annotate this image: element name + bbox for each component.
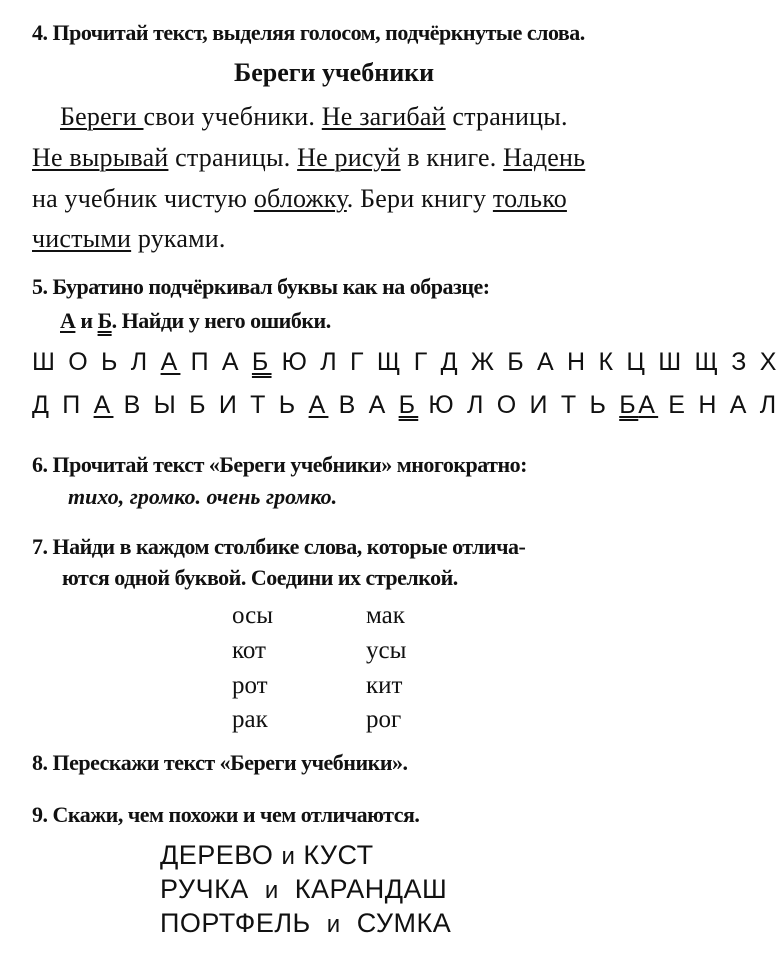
letters-plain: П А xyxy=(180,348,252,376)
double-underlined-letter-b: Б xyxy=(619,391,639,419)
letters-plain: Е Н А Л xyxy=(658,391,780,419)
story-line-3 xyxy=(32,186,567,212)
letters-plain: Ю Л О И Т Ь xyxy=(418,391,620,419)
double-underlined-letter-b: Б xyxy=(398,391,419,419)
letters-row-2 xyxy=(32,393,779,418)
compare-pair-2 xyxy=(160,876,447,903)
compare-pair-1 xyxy=(160,842,374,869)
task5-sample xyxy=(60,310,331,332)
story-text: . Бери книгу xyxy=(346,184,493,213)
underlined-word: Не рисуй xyxy=(297,143,401,172)
story-line-4 xyxy=(32,226,226,252)
underlined-word: Береги xyxy=(60,102,144,131)
task4-title: 4. Прочитай текст, выделяя голосом, подчёркнутые слова. xyxy=(32,20,585,45)
right-word: кит xyxy=(366,672,403,699)
task6-title: 6. Прочитай текст «Береги учебники» многократно: xyxy=(32,452,527,477)
sample-letter-b: Б xyxy=(97,308,112,333)
sample-rest: . Найди у него ошибки. xyxy=(111,308,331,333)
pair-and: и xyxy=(264,877,279,904)
story-text: свои учебники. xyxy=(143,102,322,131)
letters-plain: В Ы Б И Т Ь xyxy=(113,391,309,419)
pair-and: и xyxy=(326,911,341,938)
task5-title: 5. Буратино подчёркивал буквы как на образце: xyxy=(32,274,490,299)
task9-title: 9. Скажи, чем похожи и чем отличаются. xyxy=(32,802,420,827)
story-line-2 xyxy=(32,145,585,171)
sample-and: и xyxy=(80,308,93,333)
story-text: руками. xyxy=(131,224,226,253)
story-text: на учебник чистую xyxy=(32,184,254,213)
sample-letter-a: А xyxy=(60,308,76,333)
story-title: Береги учебники xyxy=(234,58,435,87)
underlined-letter-a: А xyxy=(160,348,181,376)
letters-plain: Ш О Ь Л xyxy=(32,348,161,376)
left-word: рак xyxy=(232,706,268,733)
underlined-letter-a: А xyxy=(93,391,114,419)
right-word: рог xyxy=(366,706,402,733)
pair-word-a: РУЧКА xyxy=(160,874,249,904)
right-word: усы xyxy=(366,637,407,664)
pair-and: и xyxy=(281,843,296,870)
task7-title-line-2: ются одной буквой. Соедини их стрелкой. xyxy=(62,565,458,590)
letters-row-1 xyxy=(32,350,780,375)
task7-title-line-1: 7. Найди в каждом столбике слова, которые отлича- xyxy=(32,534,526,559)
underlined-word: только xyxy=(492,184,567,213)
letters-plain: Д П xyxy=(32,391,94,419)
pair-word-b: СУМКА xyxy=(356,908,452,938)
left-word: кот xyxy=(232,637,266,664)
underlined-letter-a: А xyxy=(638,391,659,419)
compare-pair-3 xyxy=(160,910,451,937)
underlined-word: Не вырывай xyxy=(32,143,169,172)
pair-word-b: КАРАНДАШ xyxy=(294,874,448,904)
pair-word-a: ПОРТФЕЛЬ xyxy=(160,908,311,938)
letters-plain: В А xyxy=(328,391,399,419)
underlined-word: чистыми xyxy=(32,224,132,253)
story-line-1 xyxy=(60,104,568,130)
double-underlined-letter-b: Б xyxy=(251,348,272,376)
pair-word-b: КУСТ xyxy=(303,840,374,870)
task6-subtitle: тихо, громко. очень громко. xyxy=(68,484,338,509)
letters-plain: Ю Л Г Щ Г Д Ж Б А Н К Ц Ш Щ З Х xyxy=(271,348,780,376)
right-word: мак xyxy=(366,602,405,629)
story-text: страницы. xyxy=(445,102,568,131)
underlined-word: обложку xyxy=(253,184,347,213)
left-word: осы xyxy=(232,602,274,629)
story-text: в книге. xyxy=(400,143,504,172)
story-text: страницы. xyxy=(168,143,298,172)
pair-word-a: ДЕРЕВО xyxy=(160,840,274,870)
left-word: рот xyxy=(232,672,268,699)
underlined-word: Не загибай xyxy=(321,102,446,131)
underlined-letter-a: А xyxy=(308,391,329,419)
task8-title: 8. Перескажи текст «Береги учебники». xyxy=(32,750,408,775)
underlined-word: Надень xyxy=(503,143,586,172)
